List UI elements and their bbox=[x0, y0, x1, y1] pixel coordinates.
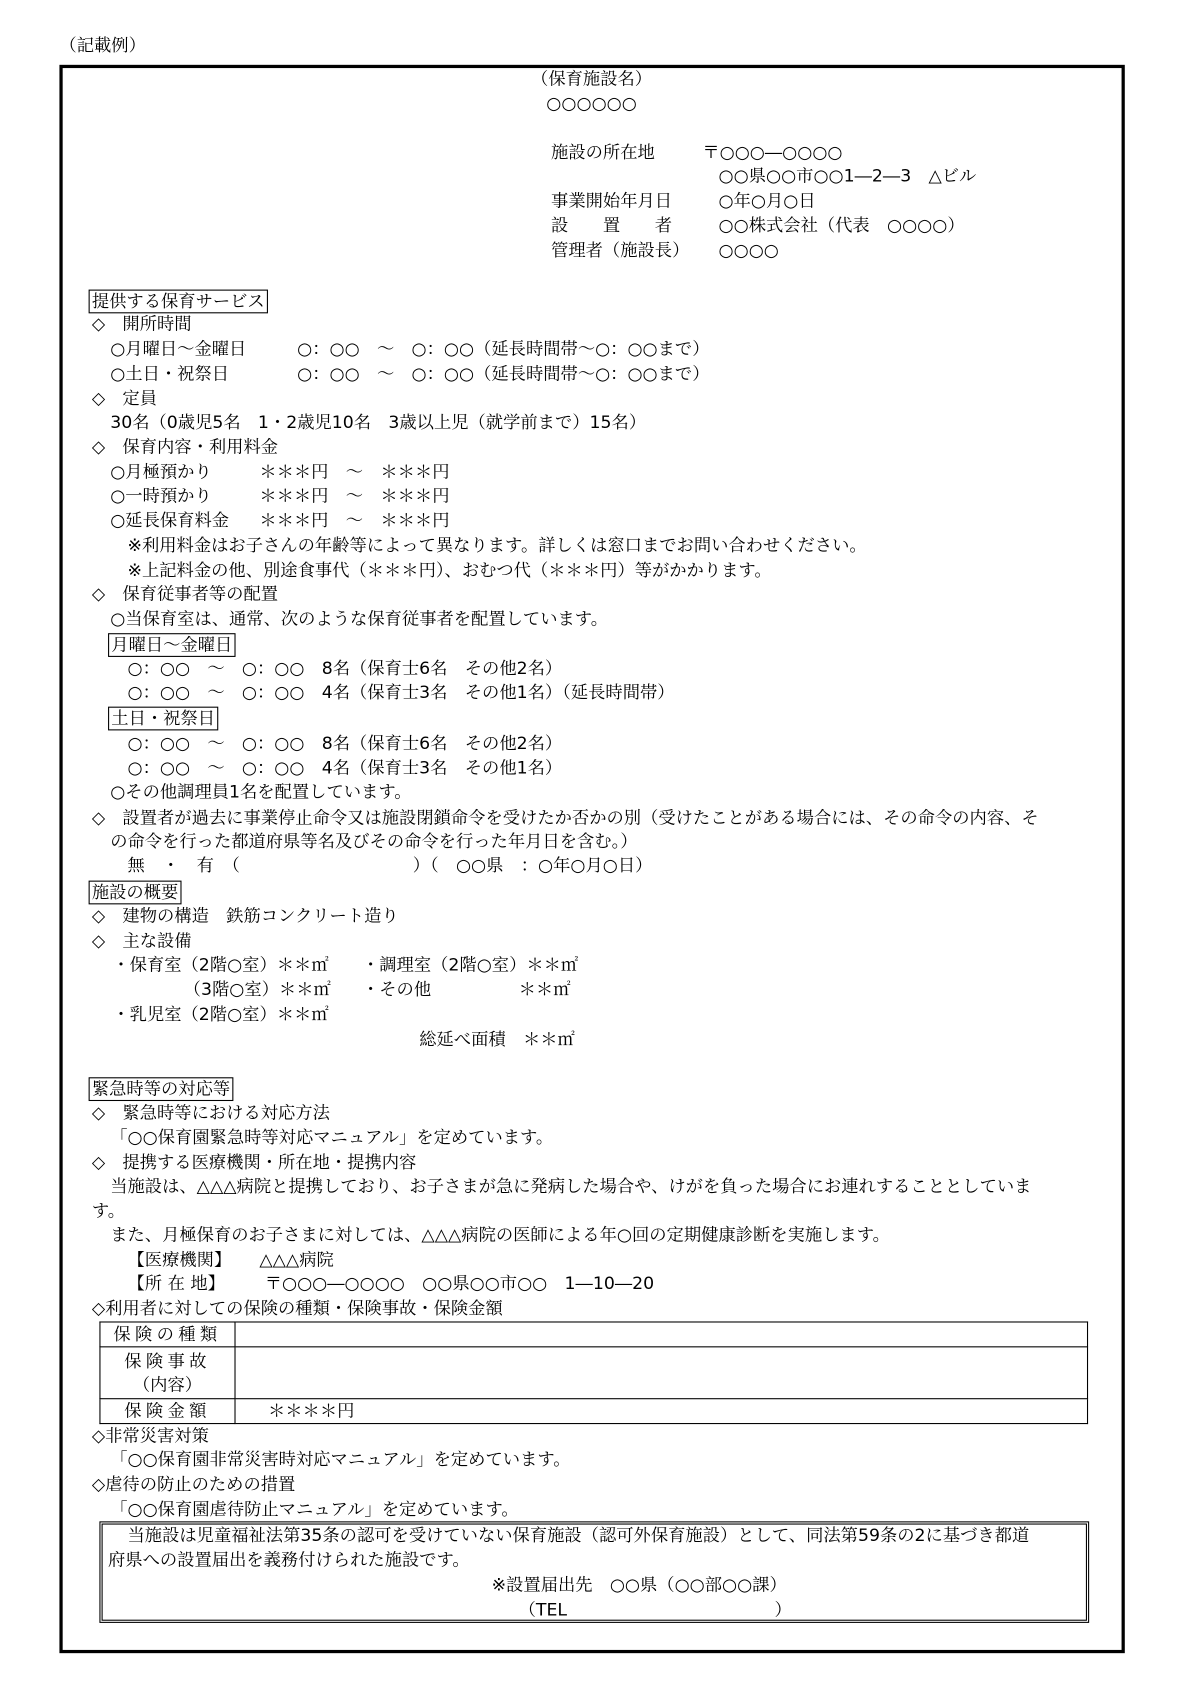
method-text: 「○○保育園緊急時等対応マニュアル」を定めています。 bbox=[110, 1126, 554, 1148]
insurance-amount-value: ＊＊＊＊円 bbox=[235, 1399, 1088, 1424]
order-title-cont: の命令を行った都道府県等名及びその命令を行った年月日を含む。） bbox=[110, 830, 638, 852]
postal-code: 〒○○○―○○○○ bbox=[702, 141, 843, 163]
insurance-accident-label-sub: （内容） bbox=[132, 1373, 203, 1395]
insurance-accident-label-main: 保険事故 bbox=[124, 1350, 211, 1371]
location-label: 【所 在 地】 bbox=[127, 1272, 225, 1294]
medical-text: 当施設は、△△△病院と提携しており、お子さまが急に発病した場合や、けがを負った場合にお連れすることとしていま bbox=[110, 1175, 1032, 1197]
manager-label: 管理者（施設長） bbox=[551, 239, 690, 261]
order-value: 無 ・ 有 （ ）（ ○○県 ：○年○月○日） bbox=[127, 854, 653, 876]
weekday-label: 月曜日～金曜日 bbox=[108, 633, 236, 657]
notice-line: 当施設は児童福祉法第35条の認可を受けていない保育施設（認可外保育施設）として、同法第59条の2に基づき都道 bbox=[127, 1524, 1030, 1546]
fee-name: ○延長保育料金 bbox=[110, 509, 230, 531]
address-label: 施設の所在地 bbox=[551, 141, 655, 163]
fee-name: ○月極預かり bbox=[110, 461, 212, 482]
institution: △△△病院 bbox=[259, 1249, 334, 1270]
weekend-label: 土日・祝祭日 bbox=[108, 707, 218, 731]
abuse-title: ◇虐待の防止のための措置 bbox=[91, 1473, 296, 1495]
hours-time: ○：○○ ～ ○：○○（延長時間帯～○：○○まで） bbox=[297, 363, 710, 384]
order-title: ◇ 設置者が過去に事業停止命令又は施設閉鎖命令を受けたか否かの別（受けたことがある場合には、その命令の内容、そ bbox=[91, 807, 1039, 828]
table-row bbox=[100, 1399, 1088, 1424]
cook-note: ○その他調理員1名を配置しています。 bbox=[110, 781, 412, 802]
facility-name: ○○○○○○ bbox=[546, 92, 637, 114]
nursery-room: ・保育室（2階○室）＊＊㎡ bbox=[112, 954, 329, 975]
overview-heading: 施設の概要 bbox=[89, 881, 182, 905]
manager: ○○○○ bbox=[718, 239, 779, 261]
staff-line: ○：○○ ～ ○：○○ 4名（保育士3名 その他1名） bbox=[127, 757, 563, 778]
fee-range: ＊＊＊円 ～ ＊＊＊円 bbox=[259, 461, 450, 482]
location: 〒○○○―○○○○ ○○県○○市○○ 1―10―20 bbox=[264, 1272, 655, 1294]
facility-name-label: （保育施設名） bbox=[531, 68, 653, 89]
fee-name: ○一時預かり bbox=[110, 485, 212, 506]
founder-label: 設 置 者 bbox=[551, 215, 673, 236]
notice-line: 府県への設置届出を義務付けられた施設です。 bbox=[108, 1549, 470, 1570]
medical-title: ◇ 提携する医療機関・所在地・提携内容 bbox=[91, 1151, 417, 1173]
staff-line: ○：○○ ～ ○：○○ 8名（保育士6名 その他2名） bbox=[127, 732, 563, 754]
kitchen: ・調理室（2階○室）＊＊㎡ bbox=[361, 954, 579, 975]
disaster-title: ◇非常災害対策 bbox=[91, 1425, 209, 1446]
example-label: （記載例） bbox=[59, 34, 146, 56]
disaster-text: 「○○保育園非常災害時対応マニュアル」を定めています。 bbox=[110, 1448, 571, 1470]
other-label: ・その他 bbox=[361, 978, 432, 1000]
hours-time: ○：○○ ～ ○：○○（延長時間帯～○：○○まで） bbox=[297, 338, 710, 359]
founder: ○○株式会社（代表 ○○○○） bbox=[718, 215, 965, 236]
services-heading: 提供する保育サービス bbox=[89, 290, 268, 314]
insurance-table bbox=[99, 1321, 1088, 1424]
insurance-amount-label: 保険金額 bbox=[100, 1399, 235, 1424]
insurance-type-label: 保険の種類 bbox=[100, 1322, 235, 1347]
infant-room: ・乳児室（2階○室）＊＊㎡ bbox=[112, 1003, 329, 1025]
abuse-text: 「○○保育園虐待防止マニュアル」を定めています。 bbox=[110, 1498, 519, 1520]
table-row bbox=[100, 1347, 1088, 1399]
hours-title: ◇ 開所時間 bbox=[91, 313, 192, 334]
insurance-accident-label bbox=[100, 1347, 235, 1399]
fee-note: ※上記料金の他、別途食事代（＊＊＊円）、おむつ代（＊＊＊円）等がかかります。 bbox=[127, 559, 772, 581]
fees-title: ◇ 保育内容・利用料金 bbox=[91, 436, 279, 458]
insurance-title: ◇利用者に対しての保険の種類・保険事故・保険金額 bbox=[91, 1297, 503, 1319]
fee-note: ※利用料金はお子さんの年齢等によって異なります。詳しくは窓口までお問い合わせください。 bbox=[127, 534, 867, 556]
start-date: ○年○月○日 bbox=[718, 190, 816, 211]
table-row bbox=[100, 1322, 1088, 1347]
medical-checkup: また、月極保育のお子さまに対しては、△△△病院の医師による年○回の定期健康診断を実施します。 bbox=[110, 1224, 890, 1245]
staff-line: ○：○○ ～ ○：○○ 4名（保育士3名 その他1名）（延長時間帯） bbox=[127, 681, 675, 703]
fee-range: ＊＊＊円 ～ ＊＊＊円 bbox=[259, 485, 450, 506]
method-title: ◇ 緊急時等における対応方法 bbox=[91, 1102, 330, 1123]
structure: ◇ 建物の構造 鉄筋コンクリート造り bbox=[91, 905, 399, 926]
capacity-title: ◇ 定員 bbox=[91, 387, 158, 409]
emergency-heading: 緊急時等の対応等 bbox=[89, 1077, 234, 1101]
nursery-room-3f: （3階○室）＊＊㎡ bbox=[183, 978, 331, 1000]
notice-destination: ※設置届出先 ○○県（○○部○○課） bbox=[491, 1574, 787, 1595]
notice-tel: （TEL ） bbox=[518, 1599, 792, 1620]
institution-label: 【医療機関】 bbox=[127, 1249, 232, 1270]
hours-days: ○月曜日～金曜日 bbox=[110, 338, 247, 359]
staff-intro: ○当保育室は、通常、次のような保育従事者を配置しています。 bbox=[110, 608, 608, 629]
staff-line: ○：○○ ～ ○：○○ 8名（保育士6名 その他2名） bbox=[127, 658, 563, 679]
insurance-type-value bbox=[235, 1322, 1088, 1347]
medical-text-cont: す。 bbox=[91, 1200, 126, 1221]
insurance-accident-value bbox=[235, 1347, 1088, 1399]
capacity: 30名（0歳児5名 1・2歳児10名 3歳以上児（就学前まで）15名） bbox=[110, 411, 647, 433]
equipment-title: ◇ 主な設備 bbox=[91, 930, 192, 951]
address: ○○県○○市○○1―2―3 △ビル bbox=[718, 165, 977, 186]
staff-title: ◇ 保育従事者等の配置 bbox=[91, 583, 279, 604]
fee-range: ＊＊＊円 ～ ＊＊＊円 bbox=[259, 509, 450, 531]
hours-days: ○土日・祝祭日 bbox=[110, 363, 230, 384]
total-area: 総延べ面積 ＊＊㎡ bbox=[419, 1028, 575, 1050]
start-date-label: 事業開始年月日 bbox=[551, 190, 673, 211]
other-area: ＊＊㎡ bbox=[518, 978, 571, 1000]
